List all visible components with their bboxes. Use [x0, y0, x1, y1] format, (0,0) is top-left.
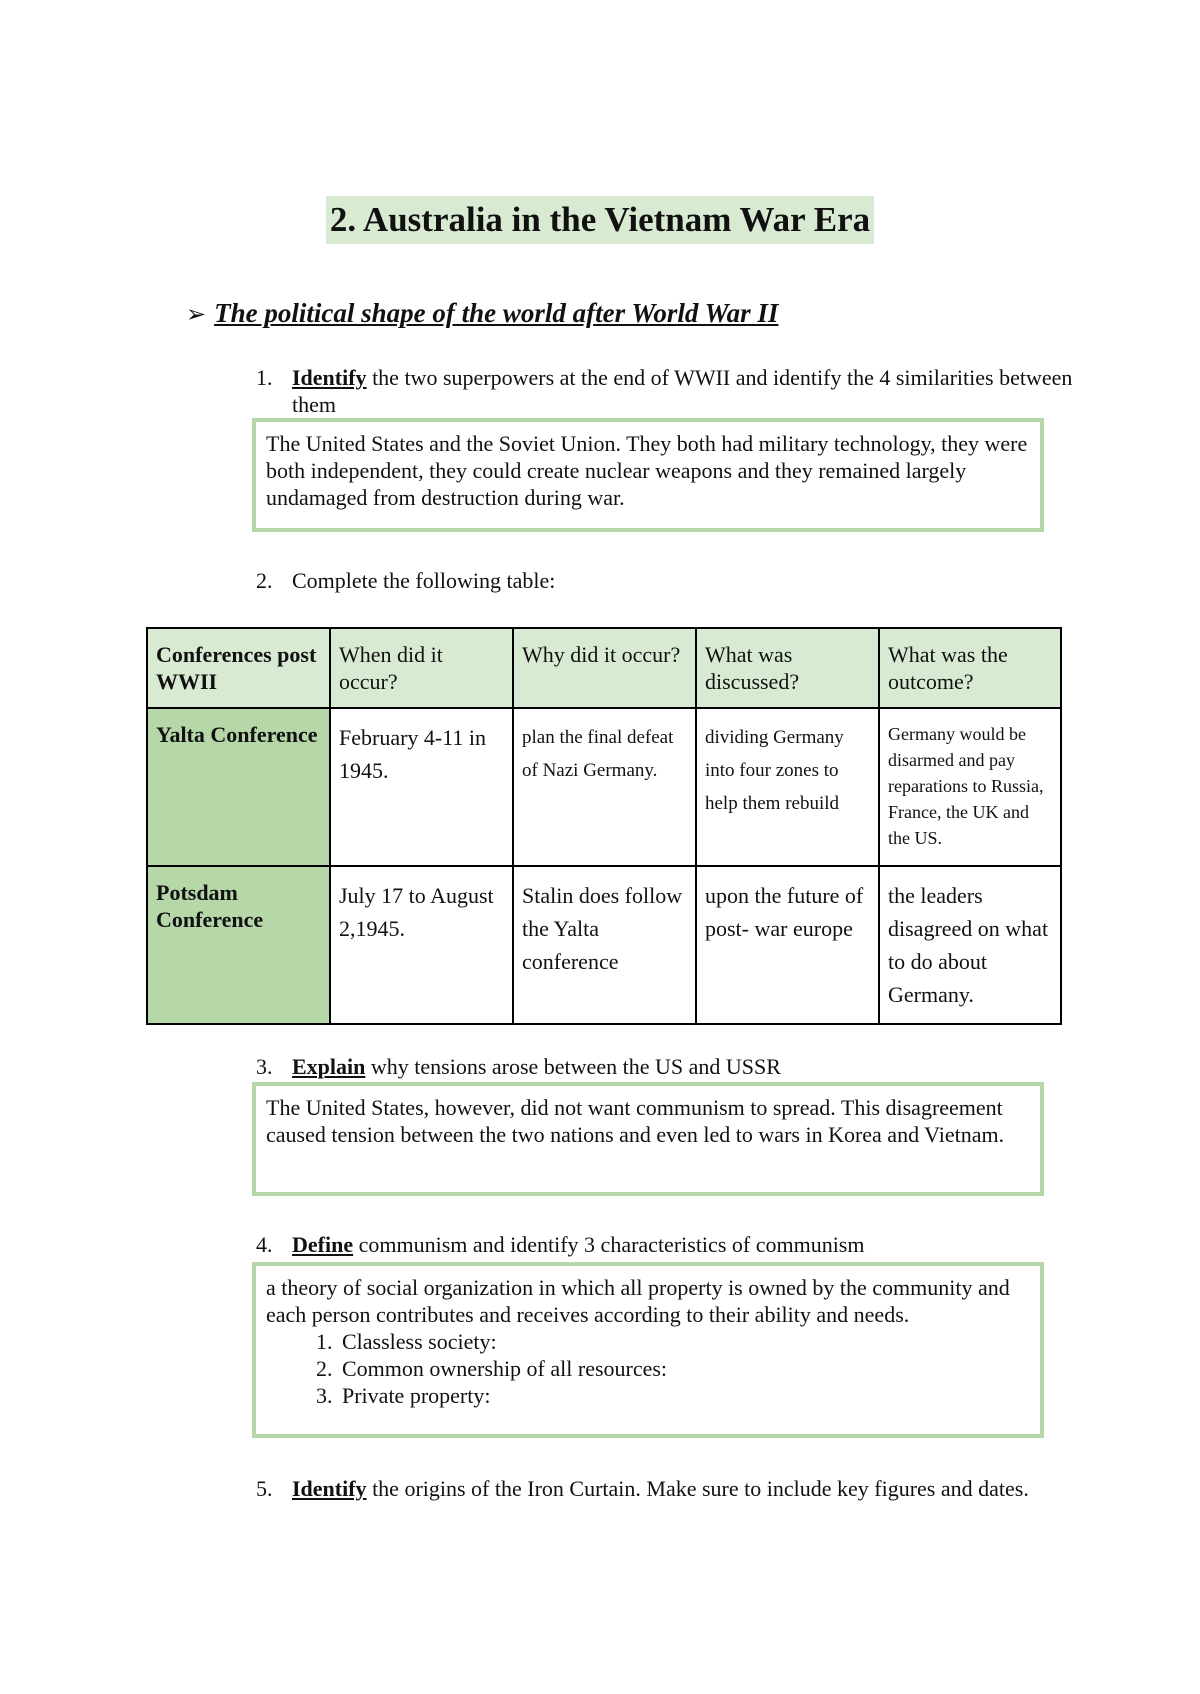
table-cell[interactable]: Germany would be disarmed and pay reparations to Russia, France, the UK and the US.: [879, 708, 1061, 866]
question-3: [256, 1053, 1076, 1080]
table-cell[interactable]: the leaders disagreed on what to do about Germany.: [879, 866, 1061, 1024]
question-verb: Identify: [292, 365, 367, 390]
section-heading-text: The political shape of the world after World War II: [214, 298, 779, 328]
question-number: 1.: [256, 365, 273, 390]
table-cell[interactable]: plan the final defeat of Nazi Germany.: [513, 708, 696, 866]
table-cell[interactable]: Stalin does follow the Yalta conference: [513, 866, 696, 1024]
answer-box-4[interactable]: [252, 1262, 1044, 1438]
list-item: 1. Classless society:: [338, 1328, 1030, 1355]
table-row: [147, 708, 1061, 866]
question-verb: Explain: [292, 1054, 366, 1079]
answer-text: The United States and the Soviet Union. They both had military technology, they were both independent, they could create nuclear weapons and they remained largely undamaged from destruction during war.: [266, 431, 1028, 510]
question-number: 5.: [256, 1476, 273, 1501]
row-header-cell: Potsdam Conference: [147, 866, 330, 1024]
question-4: [256, 1231, 1076, 1258]
question-text: communism and identify 3 characteristics of communism: [353, 1232, 865, 1257]
question-5: [256, 1472, 1076, 1505]
question-text: why tensions arose between the US and USSR: [365, 1054, 781, 1079]
arrow-bullet-icon: ➢: [186, 299, 207, 328]
table-header-cell: What was discussed?: [696, 628, 879, 708]
page-title: 2. Australia in the Vietnam War Era: [326, 196, 874, 244]
table-header-cell: Conferences post WWII: [147, 628, 330, 708]
characteristics-list: [266, 1328, 1030, 1409]
question-text: the two superpowers at the end of WWII and identify the 4 similarities between them: [292, 365, 1073, 417]
table-cell[interactable]: July 17 to August 2,1945.: [330, 866, 513, 1024]
table-header-cell: What was the outcome?: [879, 628, 1061, 708]
table-header-cell: When did it occur?: [330, 628, 513, 708]
answer-box-3[interactable]: [252, 1082, 1044, 1196]
question-1: [256, 364, 1076, 418]
question-text: Complete the following table:: [292, 568, 556, 593]
conferences-table: [146, 627, 1062, 1025]
list-item: 2. Common ownership of all resources:: [338, 1355, 1030, 1382]
question-verb: Define: [292, 1232, 354, 1257]
answer-text: a theory of social organization in which all property is owned by the community and each person contributes and receives according to their ability and needs.: [266, 1275, 1010, 1327]
section-heading: [186, 298, 778, 329]
table-cell[interactable]: February 4-11 in 1945.: [330, 708, 513, 866]
question-verb: Identify: [292, 1476, 367, 1501]
table-row: [147, 866, 1061, 1024]
question-2: [256, 567, 1076, 594]
list-item: 3. Private property:: [338, 1382, 1030, 1409]
answer-text: The United States, however, did not want communism to spread. This disagreement caused tension between the two nations and even led to wars in Korea and Vietnam.: [266, 1095, 1005, 1147]
table-header-cell: Why did it occur?: [513, 628, 696, 708]
table-header-row: [147, 628, 1061, 708]
table-cell[interactable]: upon the future of post- war europe: [696, 866, 879, 1024]
question-text: the origins of the Iron Curtain. Make sure to include key figures and dates.: [366, 1476, 1029, 1501]
question-number: 4.: [256, 1232, 273, 1257]
answer-box-1[interactable]: [252, 418, 1044, 532]
row-header-cell: Yalta Conference: [147, 708, 330, 866]
page-title-wrap: [0, 196, 1200, 244]
question-number: 2.: [256, 568, 273, 593]
table-cell[interactable]: dividing Germany into four zones to help them rebuild: [696, 708, 879, 866]
question-number: 3.: [256, 1054, 273, 1079]
